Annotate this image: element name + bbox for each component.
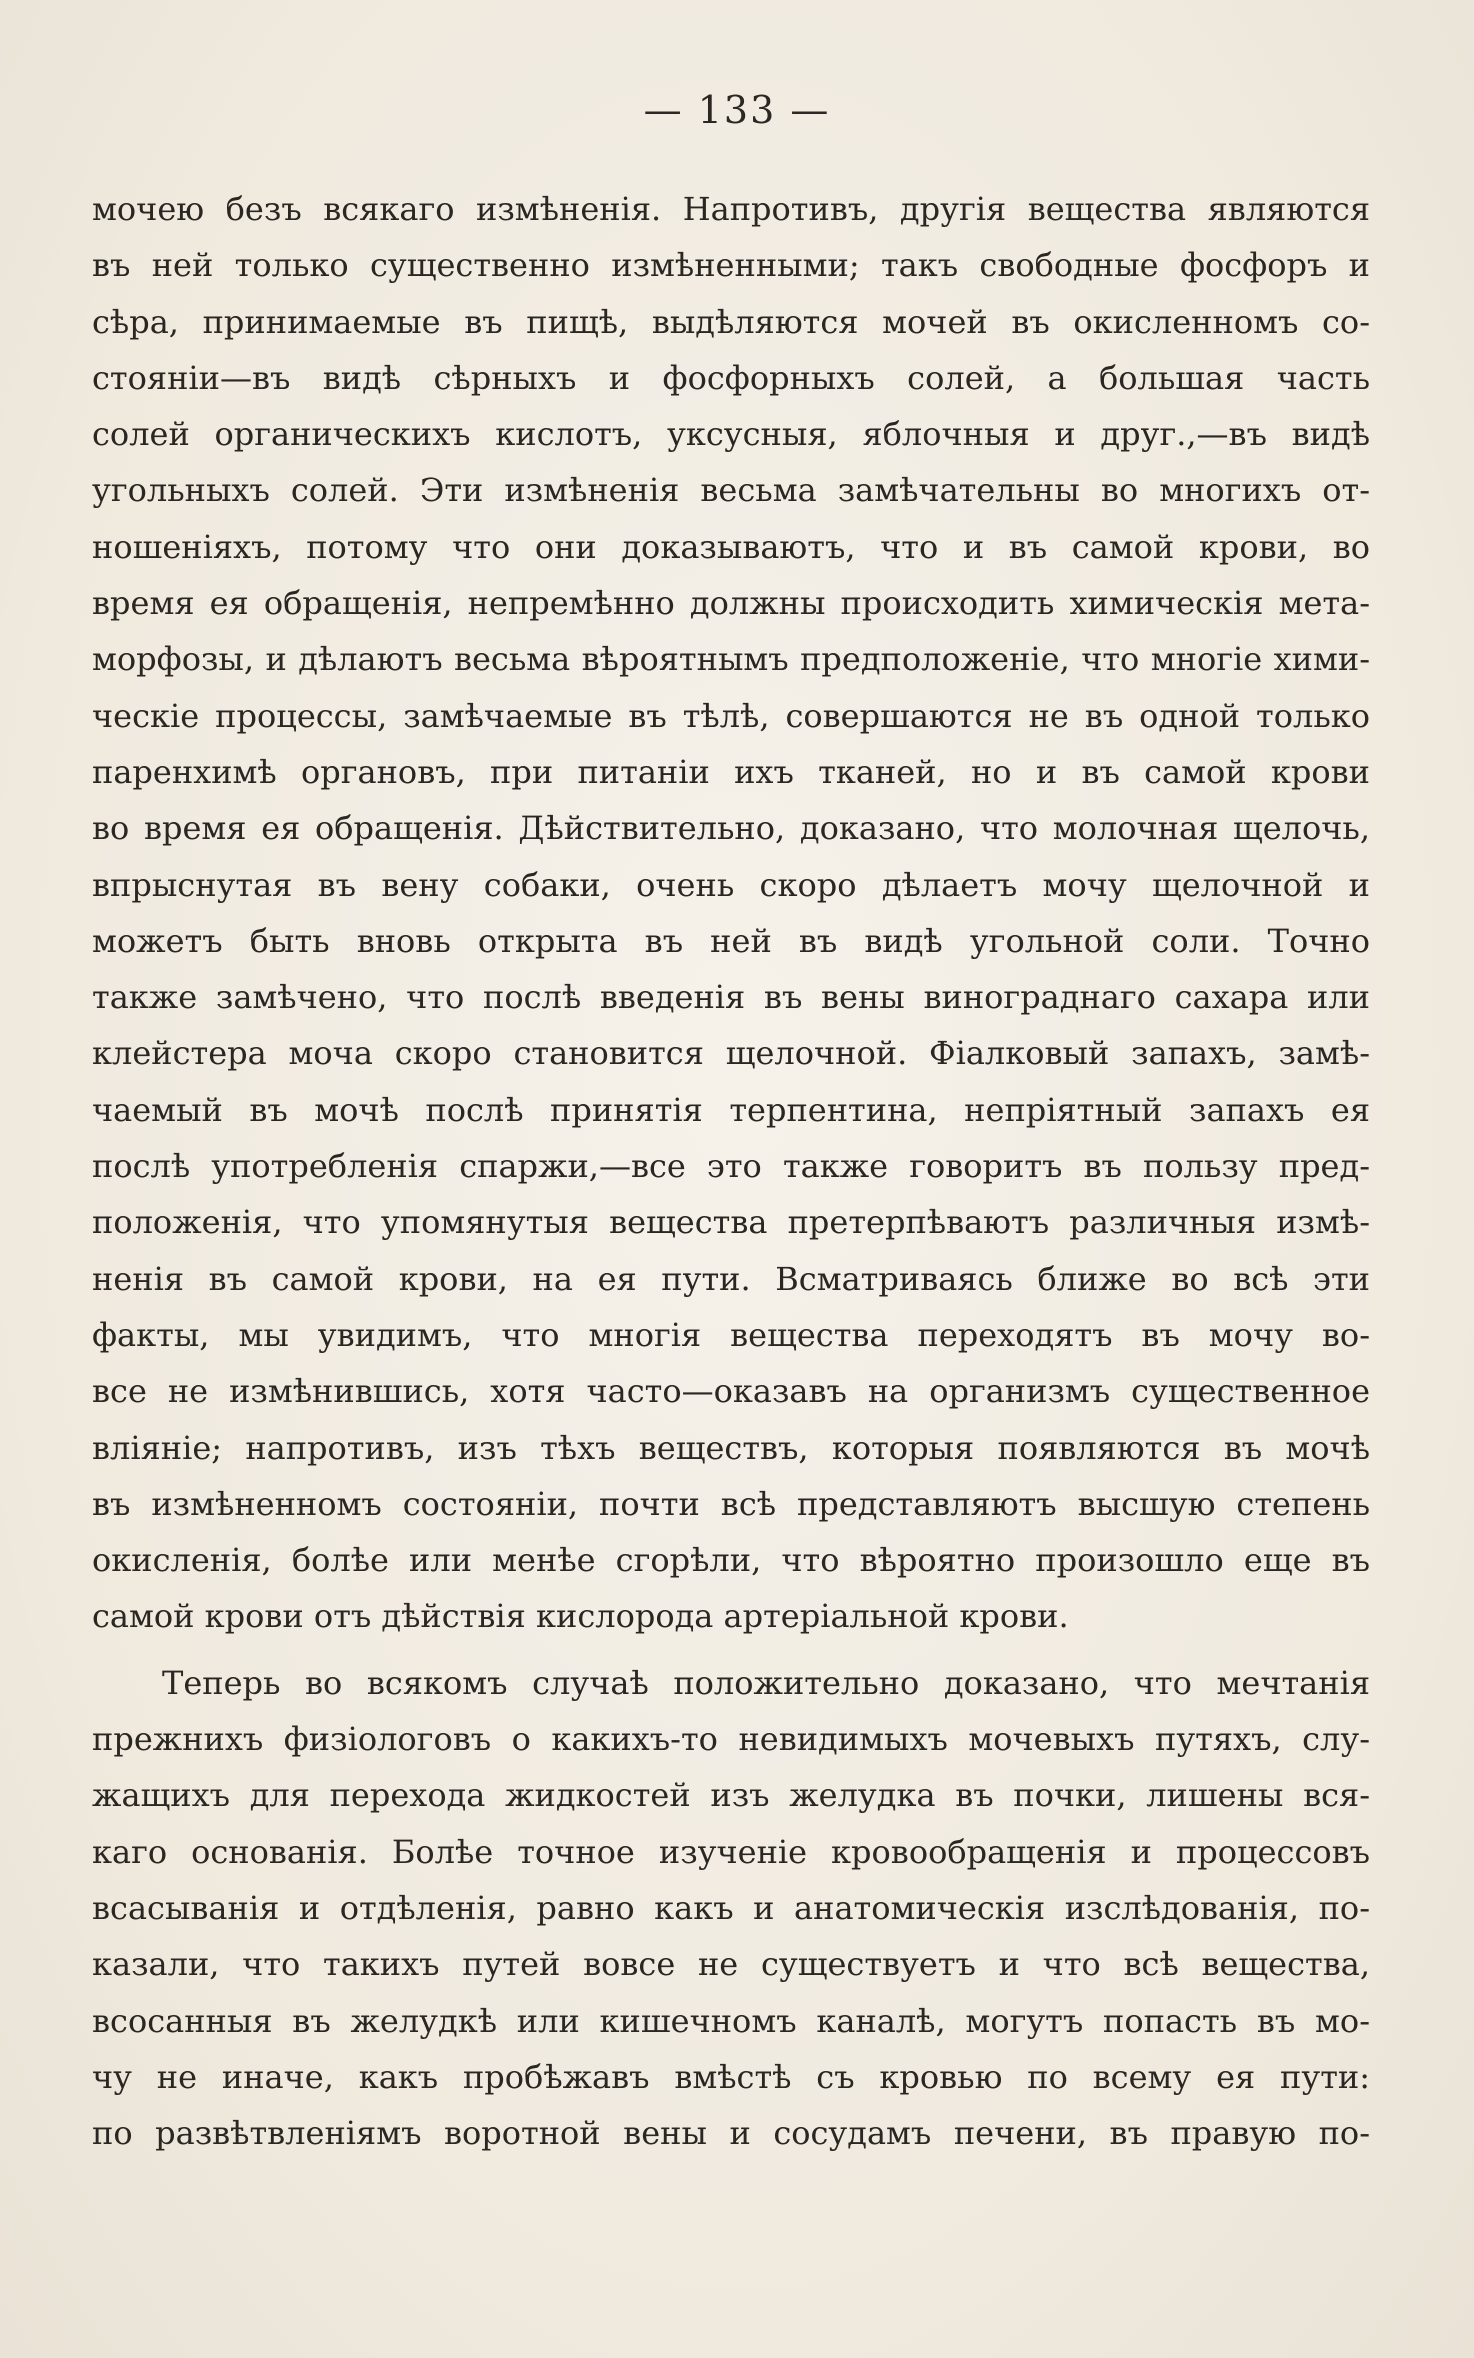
text-line: стояніи—въ видѣ сѣрныхъ и фосфорныхъ солей, а большая часть	[92, 358, 1370, 397]
text-line: по развѣтвленіямъ воротной вены и сосудамъ печени, въ правую по-	[92, 2114, 1370, 2153]
text-line: чаемый въ мочѣ послѣ принятія терпентина, непріятный запахъ ея	[92, 1090, 1370, 1129]
text-line: все не измѣнившись, хотя часто—оказавъ на организмъ существенное	[92, 1372, 1370, 1411]
text-line: самой крови отъ дѣйствія кислорода артеріальной крови.	[92, 1597, 1069, 1636]
text-line: ненія въ самой крови, на ея пути. Всматриваясь ближе во всѣ эти	[92, 1259, 1370, 1298]
text-line: угольныхъ солей. Эти измѣненія весьма замѣчательны во многихъ от-	[92, 471, 1370, 510]
text-line: чу не иначе, какъ пробѣжавъ вмѣстѣ съ кровью по всему ея пути:	[92, 2057, 1370, 2096]
text-line: ческіе процессы, замѣчаемые въ тѣлѣ, совершаются не въ одной только	[92, 696, 1370, 735]
text-line: сѣра, принимаемые въ пищѣ, выдѣляются мочей въ окисленномъ со-	[92, 302, 1370, 341]
text-line: также замѣчено, что послѣ введенія въ вены винограднаго сахара или	[92, 978, 1370, 1017]
text-line: морфозы, и дѣлаютъ весьма вѣроятнымъ предположеніе, что многіе хими-	[92, 640, 1370, 679]
text-line: впрыснутая въ вену собаки, очень скоро дѣлаетъ мочу щелочной и	[92, 865, 1370, 904]
text-line: можетъ быть вновь открыта въ ней въ видѣ угольной соли. Точно	[92, 921, 1370, 960]
text-line: каго основанія. Болѣе точное изученіе кровообращенія и процессовъ	[92, 1832, 1370, 1871]
text-line: окисленія, болѣе или менѣе сгорѣли, что вѣроятно произошло еще въ	[92, 1541, 1370, 1580]
text-line: солей органическихъ кислотъ, уксусныя, яблочныя и друг.,—въ видѣ	[92, 415, 1370, 454]
text-line: жащихъ для перехода жидкостей изъ желудка въ почки, лишены вся-	[92, 1776, 1370, 1815]
text-line: всасыванія и отдѣленія, равно какъ и анатомическія изслѣдованія, по-	[92, 1888, 1370, 1927]
text-line: клейстера моча скоро становится щелочной. Фіалковый запахъ, замѣ-	[92, 1034, 1370, 1073]
text-line: прежнихъ физіологовъ о какихъ-то невидимыхъ мочевыхъ путяхъ, слу-	[92, 1720, 1370, 1759]
body-text	[92, 181, 1370, 2161]
text-line: въ измѣненномъ состояніи, почти всѣ представляютъ высшую степень	[92, 1484, 1370, 1523]
text-line: положенія, что упомянутыя вещества претерпѣваютъ различныя измѣ-	[92, 1203, 1370, 1242]
text-line: въ ней только существенно измѣненными; такъ свободные фосфоръ и	[92, 246, 1370, 285]
paragraph-gap	[92, 1645, 1370, 1655]
text-line: вліяніе; напротивъ, изъ тѣхъ веществъ, которыя появляются въ мочѣ	[92, 1428, 1370, 1467]
text-line: факты, мы увидимъ, что многія вещества переходятъ въ мочу во-	[92, 1315, 1370, 1354]
paragraph-1	[92, 181, 1370, 1645]
text-line: во время ея обращенія. Дѣйствительно, доказано, что молочная щелочь,	[92, 809, 1370, 848]
paragraph-2	[92, 1655, 1370, 2162]
text-line: казали, что такихъ путей вовсе не существуетъ и что всѣ вещества,	[92, 1945, 1370, 1984]
text-line: Теперь во всякомъ случаѣ положительно доказано, что мечтанія	[162, 1663, 1370, 1702]
text-line: время ея обращенія, непремѣнно должны происходить химическія мета-	[92, 584, 1370, 623]
page-number: — 133 —	[643, 88, 831, 132]
text-line: паренхимѣ органовъ, при питаніи ихъ тканей, но и въ самой крови	[92, 752, 1370, 791]
text-line: мочею безъ всякаго измѣненія. Напротивъ, другія вещества являются	[92, 190, 1370, 228]
text-line: послѣ употребленія спаржи,—все это также говоритъ въ пользу пред-	[92, 1147, 1370, 1186]
text-line: всосанныя въ желудкѣ или кишечномъ каналѣ, могутъ попасть въ мо-	[92, 2001, 1370, 2040]
text-line: ношеніяхъ, потому что они доказываютъ, что и въ самой крови, во	[92, 527, 1370, 566]
